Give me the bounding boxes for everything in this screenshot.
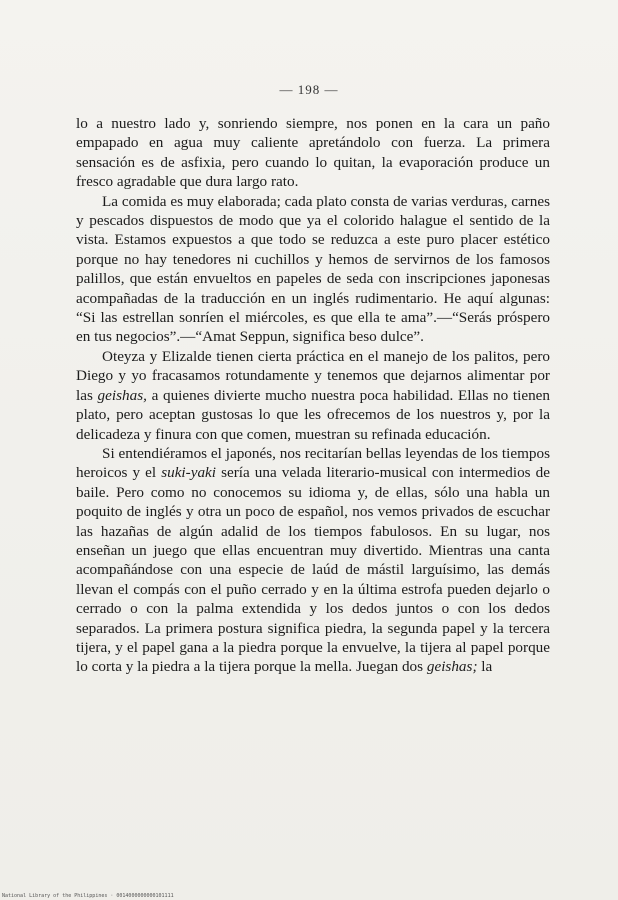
paragraph-text: lo a nuestro lado y, sonriendo siempre, nos ponen en la cara un paño empapado en agua muy caliente apretándolo con fuerza. La primera sensación es de asfixia, pero cuando lo quitan, la evaporación produce un fresco agradable que dura largo rato. bbox=[76, 115, 550, 191]
paragraph-text: sería una velada literario-musical con intermedios de baile. Pero como no conocemos su idioma y, de ellas, sólo una habla un poquito de inglés y otra un poco de español, nos vemos privados de escuchar las hazañas de algún adalid de los tiempos fabulosos. En su lugar, nos enseñan un juego que ellas encuentran muy divertido. Mientras una canta acompañándose con una especie de laúd de mástil larguísimo, las demás llevan el compás con el puño cerrado y en la última estrofa pueden dejarlo o cerrado o con la palma extendida y los dedos juntos o con los dedos separados. La primera postura significa piedra, la segunda papel y la tercera tijera, y el papel gana a la piedra porque la envuelve, la tijera al papel porque lo corta y la piedra a la tijera porque la mella. Juegan dos bbox=[76, 464, 550, 676]
page-number: — 198 — bbox=[279, 82, 339, 97]
paragraph-4 bbox=[76, 444, 550, 677]
paragraph-text: la bbox=[477, 658, 493, 676]
italic-term-suki-yaki: suki-yaki bbox=[161, 464, 217, 482]
italic-term-geishas: geishas, bbox=[97, 386, 147, 404]
italic-term-geishas: geishas; bbox=[426, 658, 478, 676]
library-footer: National Library of the Philippines · 0014000000000101111 bbox=[2, 893, 174, 899]
paragraph-text: La comida es muy elaborada; cada plato consta de varias verduras, carnes y pescados dispuestos de modo que ya el colorido halague el sentido de la vista. Estamos expuestos a que todo se reduzca a este puro placer estético porque no hay tenedores ni cuchillos y hemos de servirnos de los famosos palillos, que están envueltos en papeles de seda con inscripciones japonesas acompañadas de la traducción en un inglés rudimentario. He aquí algunas: “Si las estrellan sonríen el miércoles, es que ella te ama”.—“Serás próspero en tus negocios”.—“Amat Seppun, significa beso dulce”. bbox=[76, 192, 550, 346]
paragraph-1 bbox=[76, 114, 550, 192]
paragraph-text: Si entendiéramos el japonés, nos recitarían bellas leyendas de los tiempos heroicos y el bbox=[76, 444, 550, 482]
paragraph-3 bbox=[76, 347, 550, 444]
paragraph-2 bbox=[76, 192, 550, 347]
body-text bbox=[76, 114, 550, 677]
paragraph-text: a quienes divierte mucho nuestra poca habilidad. Ellas no tienen plato, pero aceptan gustosas lo que les ofrecemos de los nuestros y, por la delicadeza y finura con que comen, muestran su refinada educación. bbox=[76, 386, 550, 443]
paragraph-text: Oteyza y Elizalde tienen cierta práctica en el manejo de los palitos, pero Diego y yo fracasamos rotundamente y tenemos que dejarnos alimentar por las bbox=[76, 347, 550, 404]
